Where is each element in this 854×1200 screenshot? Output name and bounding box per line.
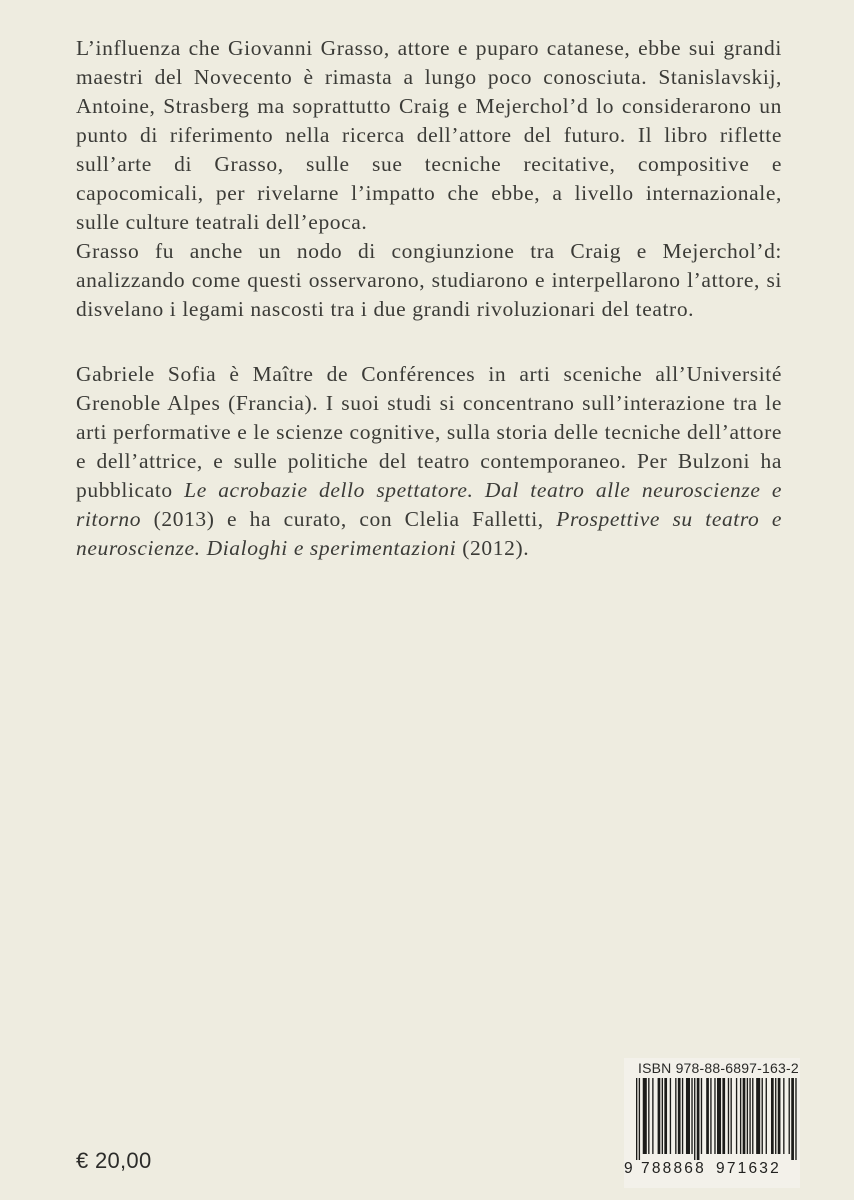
barcode-bar (670, 1078, 671, 1154)
barcode-bar (664, 1078, 667, 1154)
ean-first-digit: 9 (624, 1160, 633, 1177)
book-title-acrobazie: Le acrobazie dello spettatore. Dal teatro alle neuroscienze e ritorno (76, 478, 782, 531)
barcode-bar (743, 1078, 746, 1154)
barcode-bar (736, 1078, 737, 1154)
bio-text-between: (2013) e ha curato, con Clelia Falletti, (153, 507, 544, 531)
barcode-bar (697, 1078, 700, 1160)
barcode-bar (694, 1078, 695, 1160)
synopsis-paragraph-1: L’influenza che Giovanni Grasso, attore e puparo catanese, ebbe sui grandi maestri del Novecento è rimasta a lungo poco conosciuta. Stanislavskij, Antoine, Strasberg ma soprattutto Craig e Mejerchol’d lo considerarono un punto di riferimento nella ricerca dell’attore del futuro. Il libro riflette sull’arte di Grasso, sulle sue tecniche recitative, compositive e capocomicali, per rivelarne l’impatto che ebbe, a livello internazionale, sulle culture teatrali dell’epoca. (76, 36, 782, 234)
book-title-prospettive: Prospettive su teatro e neuroscienze. Dialoghi e sperimentazioni (76, 507, 783, 560)
ean-digits (624, 1160, 800, 1182)
barcode-bar (731, 1078, 732, 1154)
barcode-bar (795, 1078, 796, 1160)
barcode-bar (675, 1078, 676, 1154)
barcode-bar (701, 1078, 702, 1154)
bio-text-end: (2012). (462, 536, 530, 560)
bio-text-intro: Gabriele Sofia è Maître de Conférences in arti sceniche all’Université Grenoble Alpes (Francia). I suoi studi si concentrano sull’interazione tra le arti performative e le scienze cognitive, sulla storia delle tecniche dell’attore e dell’attrice, e sulle politiche del teatro contemporaneo. Per Bulzoni ha pubblicato (76, 362, 782, 502)
author-bio-paragraph (76, 360, 782, 563)
barcode-bar (747, 1078, 748, 1154)
barcode-bar (749, 1078, 750, 1154)
ean-right-group: 971632 (716, 1160, 781, 1177)
barcode-bar (652, 1078, 653, 1154)
barcode-bar (789, 1078, 790, 1154)
barcode-bar (762, 1078, 763, 1154)
barcode-bar (686, 1078, 690, 1154)
barcode-bar (766, 1078, 767, 1154)
barcode-bar (752, 1078, 753, 1154)
author-bio (76, 360, 782, 563)
barcode-bar (756, 1078, 760, 1154)
synopsis-paragraph-2: Grasso fu anche un nodo di congiunzione tra Craig e Mejerchol’d: analizzando come questi osservarono, studiarono e interpellarono l’attore, si disvelano i legami nascosti tra i due grandi rivoluzionari del teatro. (76, 239, 782, 321)
barcode-bar (636, 1078, 637, 1160)
barcode-bar (771, 1078, 774, 1154)
synopsis-text (76, 34, 782, 324)
barcode-bar (643, 1078, 647, 1154)
barcode-bar (722, 1078, 725, 1154)
price-label: € 20,00 (76, 1148, 152, 1173)
barcode-bar (639, 1078, 640, 1160)
barcode-icon (634, 1078, 798, 1160)
barcode-bar (714, 1078, 715, 1154)
barcode-bar (648, 1078, 649, 1154)
barcode-bar (728, 1078, 729, 1154)
barcode-bar (710, 1078, 711, 1154)
barcode-bar (706, 1078, 709, 1154)
barcode-bar (678, 1078, 681, 1154)
isbn-label: ISBN 978-88-6897-163-2 (638, 1060, 799, 1076)
barcode-bar (662, 1078, 663, 1154)
barcode-bar (778, 1078, 781, 1154)
barcode-bar (740, 1078, 741, 1154)
barcode-bar (691, 1078, 692, 1154)
barcode-bar (791, 1078, 794, 1160)
barcode-bar (783, 1078, 784, 1154)
barcode-bar (658, 1078, 661, 1154)
barcode-bar (775, 1078, 776, 1154)
ean-left-group: 788868 (641, 1160, 706, 1177)
barcode-bar (717, 1078, 721, 1154)
barcode-bar (682, 1078, 683, 1154)
